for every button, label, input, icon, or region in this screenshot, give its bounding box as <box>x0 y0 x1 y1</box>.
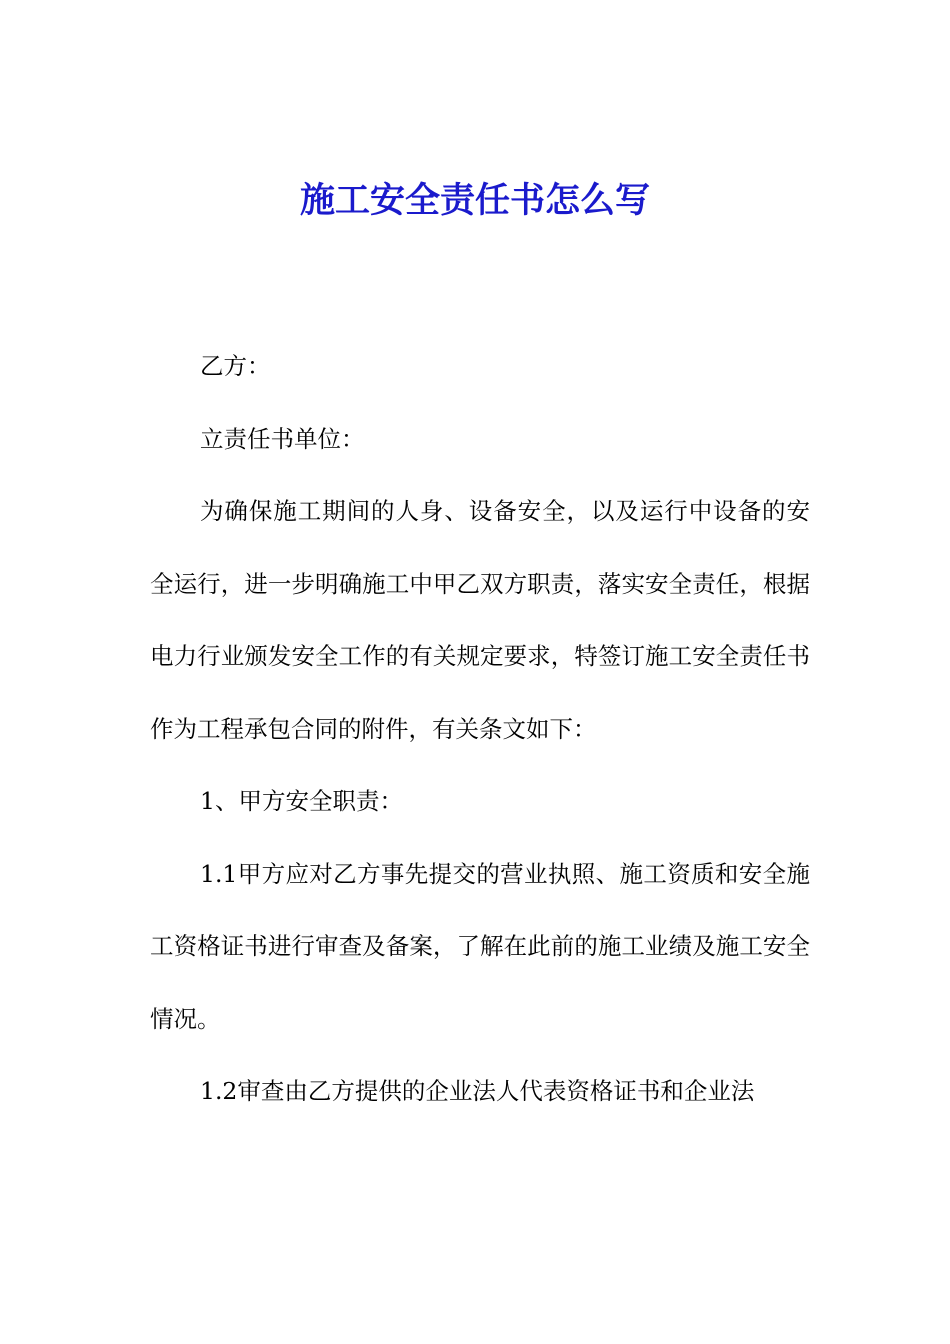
paragraph-section-1-heading: 1、甲方安全职责： <box>200 787 403 815</box>
paragraph-issuing-unit: 立责任书单位： <box>200 424 365 453</box>
paragraph-clause-1-1: 1.1甲方应对乙方事先提交的营业执照、施工资质和安全施工资格证书进行审查及备案，了解在此前的施工业绩及施工安全情况。 <box>150 859 810 1033</box>
document-title: 施工安全责任书怎么写 <box>299 180 650 221</box>
paragraph-purpose: 为确保施工期间的人身、设备安全，以及运行中设备的安全运行，进一步明确施工中甲乙双方职责，落实安全责任，根据电力行业颁发安全工作的有关规定要求，特签订施工安全责任书作为工程承包合同的附件，有关条文如下： <box>150 497 810 743</box>
document-body <box>150 330 810 1128</box>
paragraph-clause-1-2: 1.2审查由乙方提供的企业法人代表资格证书和企业法 <box>200 1077 755 1105</box>
paragraph-party-b: 乙方： <box>200 352 271 380</box>
